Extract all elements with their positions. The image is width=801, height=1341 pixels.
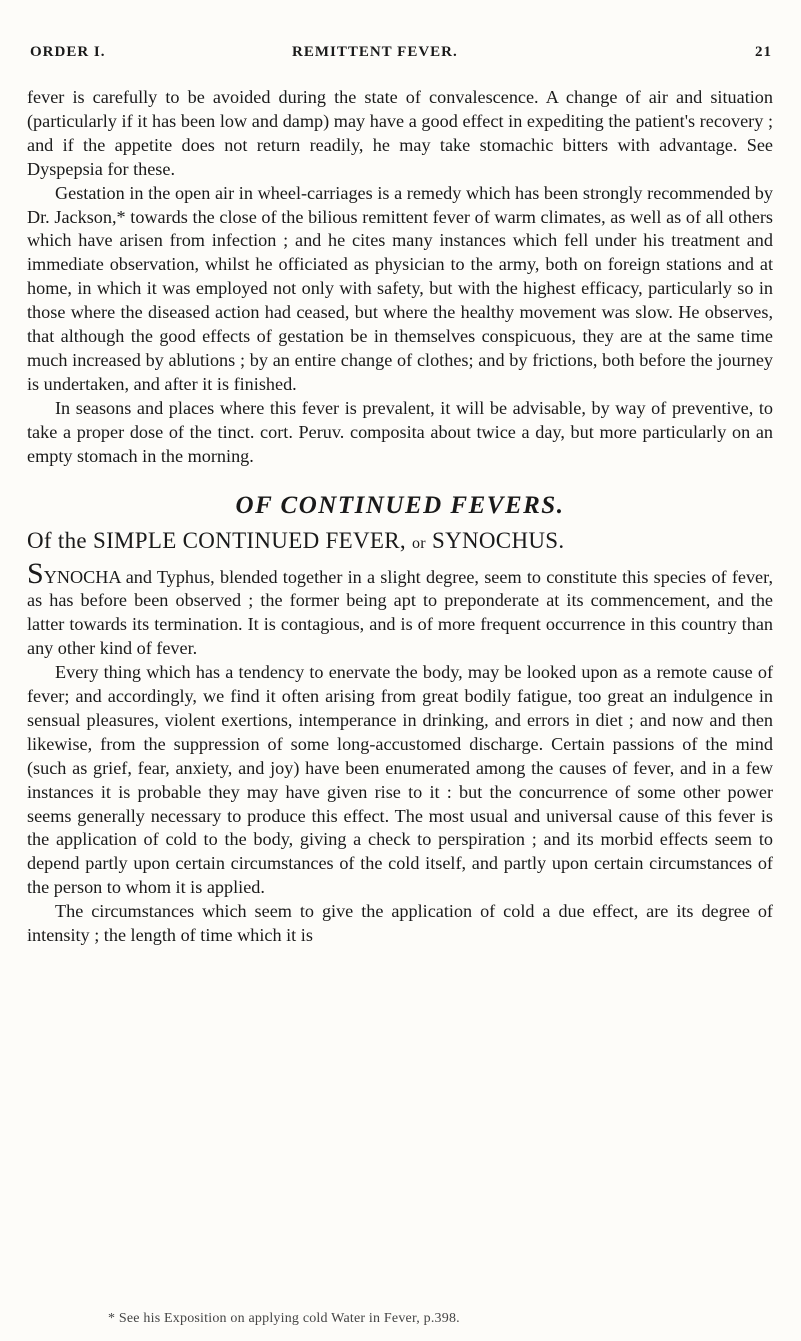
subtitle-prefix: Of the (27, 527, 87, 553)
body-text (27, 86, 773, 948)
section-title: OF CONTINUED FEVERS. (235, 491, 565, 519)
paragraph-circumstances: The circumstances which seem to give the application of cold a due effect, are its degree of intensity ; the length of time which it is (27, 901, 773, 946)
running-head (30, 44, 772, 66)
paragraph-gestation: Gestation in the open air in wheel-carriages is a remedy which has been strongly recommended by Dr. Jackson,* towards the close of the bilious remittent fever of warm climates, as well as of all others which have arisen from infection ; and he cites many instances which fell under his treatment and immediate observation, whilst he officiated as physician to the army, both on foreign stations and at home, in which it was employed not only with safety, but with the highest efficacy, particularly so in those where the diseased action had ceased, but where the healthy movement was slow. He observes, that although the good effects of gestation be in themselves conspicuous, they are at the same time much increased by ablutions ; by an entire change of clothes; and by frictions, both before the journey is undertaken, and after it is finished. (27, 182, 773, 394)
running-head-title: REMITTENT FEVER. (292, 44, 458, 60)
subtitle-name: SYNOCHUS. (431, 527, 565, 553)
paragraph-synocha (27, 556, 773, 662)
paragraph-synocha-text: YNOCHA and Typhus, blended together in a slight degree, seem to constitute this species of fever, as has before been observed ; the former being apt to preponderate at its commencement, and the latter towards its termination. It is contagious, and is of more frequent occurrence in this country than any other kind of fever. (27, 566, 773, 659)
paragraph-causes: Every thing which has a tendency to enervate the body, may be looked upon as a remote cause of fever; and accordingly, we find it often arising from great bodily fatigue, too great an indulgence in sensual pleasures, violent exertions, intemperance in drinking, and errors in diet ; and now and then likewise, from the suppression of some long-accustomed discharge. Certain passions of the mind (such as grief, fear, anxiety, and joy) have been enumerated among the causes of fever, and in a few instances it is probable they may have given rise to it : but the concurrence of some other power seems generally necessary to produce this effect. The most usual and universal cause of this fever is the application of cold to the body, giving a check to perspiration ; and its morbid effects seem to depend partly upon certain circumstances of the cold itself, and partly upon certain circumstances of the person to whom it is applied. (27, 662, 773, 898)
page-number: 21 (755, 44, 772, 60)
footnote: * See his Exposition on applying cold Water in Fever, p.398. (108, 1311, 460, 1326)
chapter-subtitle (27, 527, 773, 558)
drop-cap: S (27, 556, 44, 590)
running-head-order: ORDER I. (30, 44, 106, 60)
paragraph-preventive: In seasons and places where this fever is prevalent, it will be advisable, by way of preventive, to take a proper dose of the tinct. cort. Peruv. composita about twice a day, but more particularly on an empty stomach in the morning. (27, 397, 773, 466)
subtitle-main: SIMPLE CONTINUED FEVER, (92, 527, 406, 553)
paragraph-convalescence: fever is carefully to be avoided during the state of convalescence. A change of air and situation (particularly if it has been low and damp) may have a good effect in expediting the patient's recovery ; and if the appetite does not return readily, he may take stomachic bitters with advantage. See Dyspepsia for these. (27, 87, 773, 179)
subtitle-or: or (411, 534, 426, 552)
